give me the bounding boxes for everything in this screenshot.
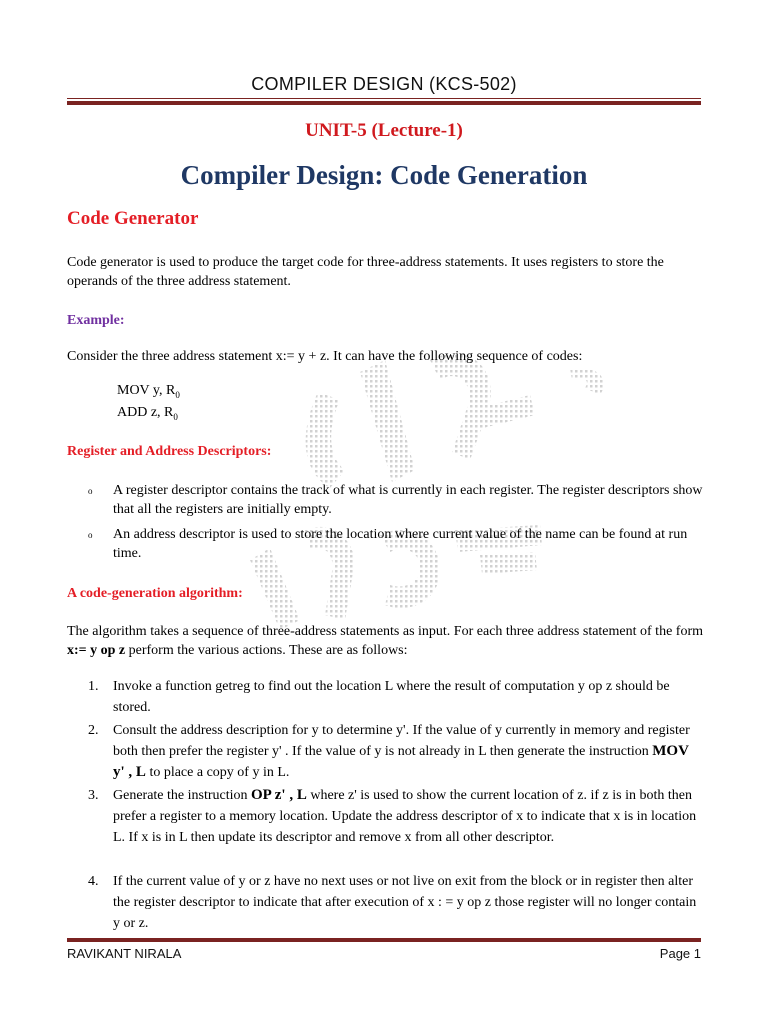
list-item: An address descriptor is used to store the location where current value of the name can be found at run time. [113, 527, 688, 561]
list-item: If the current value of y or z have no next uses or not live on exit from the block or in register then alter the register descriptor to indicate that after execution of x : = y op z those register will no longer contain y or z. [113, 874, 697, 931]
list-item: Generate the instruction OP z' , L where z' is used to show the current location of z. if z is in both then prefer a register to a memory location. Update the address descriptor of x to indicate that x is in location L. If x is in L then update its descriptor and remove x from all other descriptor. [113, 787, 697, 845]
bullet-icon: o [88, 486, 93, 496]
heading-example: Example: [67, 313, 125, 328]
footer-page-number: Page 1 [659, 946, 701, 961]
list-item: A register descriptor contains the track of what is currently in each register. The register descriptors show that all the registers are initially empty. [113, 483, 703, 517]
header-rule-thick [67, 101, 701, 105]
list-item: Invoke a function getreg to find out the location L where the result of computation y op z should be stored. [113, 679, 670, 715]
bullet-icon: o [88, 530, 93, 540]
heading-code-generator: Code Generator [67, 208, 199, 229]
step-number: 4. [88, 874, 99, 889]
code-line-add: ADD z, $R_0$ [117, 405, 178, 422]
step-number: 1. [88, 679, 99, 694]
heading-descriptors: Register and Address Descriptors: [67, 444, 272, 459]
heading-algorithm: A code-generation algorithm: [67, 586, 243, 601]
step-number: 2. [88, 723, 99, 738]
footer-rule [67, 938, 701, 942]
list-item: Consult the address description for y to determine y'. If the value of y currently in memory and register both then prefer the register y' . If the value of y is not already in L then generate the instruction MOV y' , L to place a copy of y in L. [113, 723, 690, 780]
example-paragraph: Consider the three address statement x:= y + z. It can have the following sequence of codes: [67, 349, 583, 364]
algorithm-statement: x:= y op z [67, 643, 126, 658]
step-number: 3. [88, 788, 99, 803]
header-title: COMPILER DESIGN (KCS-502) [251, 74, 517, 94]
footer-author: RAVIKANT NIRALA [67, 946, 182, 961]
page-title: Compiler Design: Code Generation [180, 160, 588, 190]
header-rule [67, 98, 701, 99]
code-generator-paragraph: Code generator is used to produce the target code for three-address statements. It uses registers to store the operands of the three address statement. [67, 255, 664, 289]
algorithm-intro: The algorithm takes a sequence of three-address statements as input. For each three address statement of the form x:= y op z perform the various actions. These are as follows: [67, 624, 703, 658]
unit-label: UNIT-5 (Lecture-1) [305, 120, 463, 141]
code-line-mov: MOV y, $R_0$ [117, 383, 180, 400]
